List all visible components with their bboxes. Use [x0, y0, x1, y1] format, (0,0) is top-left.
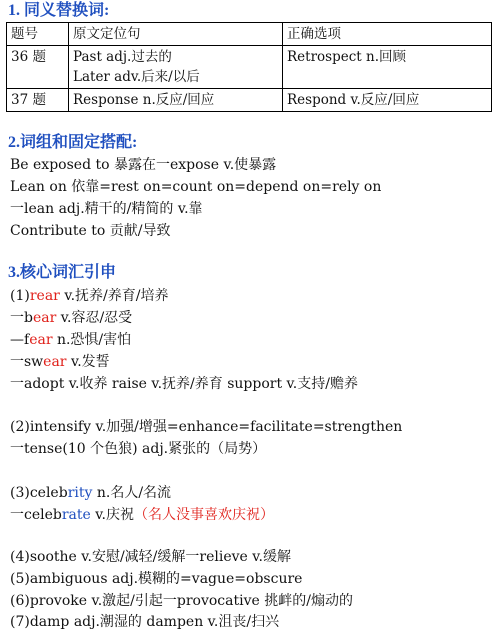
question-number-cell: 36 题	[7, 46, 69, 89]
vocab-line-ambiguous: (5)ambiguous adj.模糊的=vague=obscure	[10, 571, 303, 587]
vocab-line-adopt: 一adopt v.收养 raise v.抚养/养育 support v.支持/赡养	[10, 376, 358, 392]
original-sentence-cell	[69, 46, 283, 89]
vocab-line-damp: (7)damp adj.潮湿的 dampen v.沮丧/扫兴	[10, 614, 280, 630]
highlighted-root: ear	[32, 310, 57, 326]
word-prefix: —f	[10, 332, 30, 348]
original-line: Later adv.后来/以后	[73, 69, 200, 85]
vocab-line-tense: 一tense(10 个色狼) adj.紧张的（局势）	[10, 441, 267, 457]
word-definition: n.名人/名流	[92, 485, 172, 501]
word-definition: n.恐惧/害怕	[52, 332, 132, 348]
vocab-line-soothe: (4)soothe v.安慰/减轻/缓解一relieve v.缓解	[10, 549, 291, 565]
question-number-cell: 37 题	[7, 89, 69, 112]
table-row	[7, 46, 492, 89]
table-header-row	[7, 23, 492, 46]
vocab-line-celebrate	[10, 506, 274, 525]
word-definition: v.发誓	[66, 354, 110, 370]
word-definition: v.容忍/忍受	[56, 310, 133, 326]
original-sentence-cell: Response n.反应/回应	[69, 89, 283, 112]
table-row	[7, 89, 492, 112]
vocab-line-fear	[10, 331, 131, 350]
word-prefix: 一celeb	[10, 507, 62, 523]
vocab-line-swear	[10, 353, 110, 372]
vocab-line-bear	[10, 309, 132, 328]
header-original-sentence: 原文定位句	[69, 23, 283, 46]
word-prefix: (3)celeb	[10, 485, 68, 501]
header-question-number: 题号	[7, 23, 69, 46]
section1-title: 1. 同义替换词:	[8, 2, 110, 19]
phrase-line: Contribute to 贡献/导致	[10, 223, 171, 239]
highlighted-root: rear	[29, 288, 60, 304]
highlighted-suffix: rity	[67, 485, 93, 501]
synonym-table	[6, 22, 492, 112]
vocab-line-provoke: (6)provoke v.激起/引起一provocative 挑衅的/煽动的	[10, 593, 353, 609]
section2-title: 2.词组和固定搭配:	[8, 134, 138, 151]
original-line: Past adj.过去的	[73, 49, 172, 65]
section3-title: 3.核心词汇引申	[8, 264, 117, 281]
word-definition: v.抚养/养育/培养	[59, 288, 169, 304]
phrase-line: 一lean adj.精干的/精简的 v.靠	[10, 201, 203, 217]
phrase-line: Be exposed to 暴露在一expose v.使暴露	[10, 157, 277, 173]
correct-option-cell: Retrospect n.回顾	[283, 46, 492, 89]
word-prefix: 一sw	[10, 354, 44, 370]
vocab-line-rear	[10, 287, 168, 306]
memory-tip: （名人没事喜欢庆祝）	[133, 507, 274, 523]
word-prefix: 一b	[10, 310, 33, 326]
highlighted-root: ear	[29, 332, 53, 348]
correct-option-cell: Respond v.反应/回应	[283, 89, 492, 112]
vocab-line-intensify: (2)intensify v.加强/增强=enhance=facilitate=strengthen	[10, 419, 403, 435]
highlighted-root: ear	[43, 354, 67, 370]
header-correct-option: 正确选项	[283, 23, 492, 46]
highlighted-suffix: rate	[61, 507, 91, 523]
word-definition: v.庆祝	[90, 507, 134, 523]
vocab-line-celebrity	[10, 484, 171, 503]
word-prefix: (1)	[10, 288, 30, 304]
phrase-line: Lean on 依靠=rest on=count on=depend on=rely on	[10, 179, 382, 195]
